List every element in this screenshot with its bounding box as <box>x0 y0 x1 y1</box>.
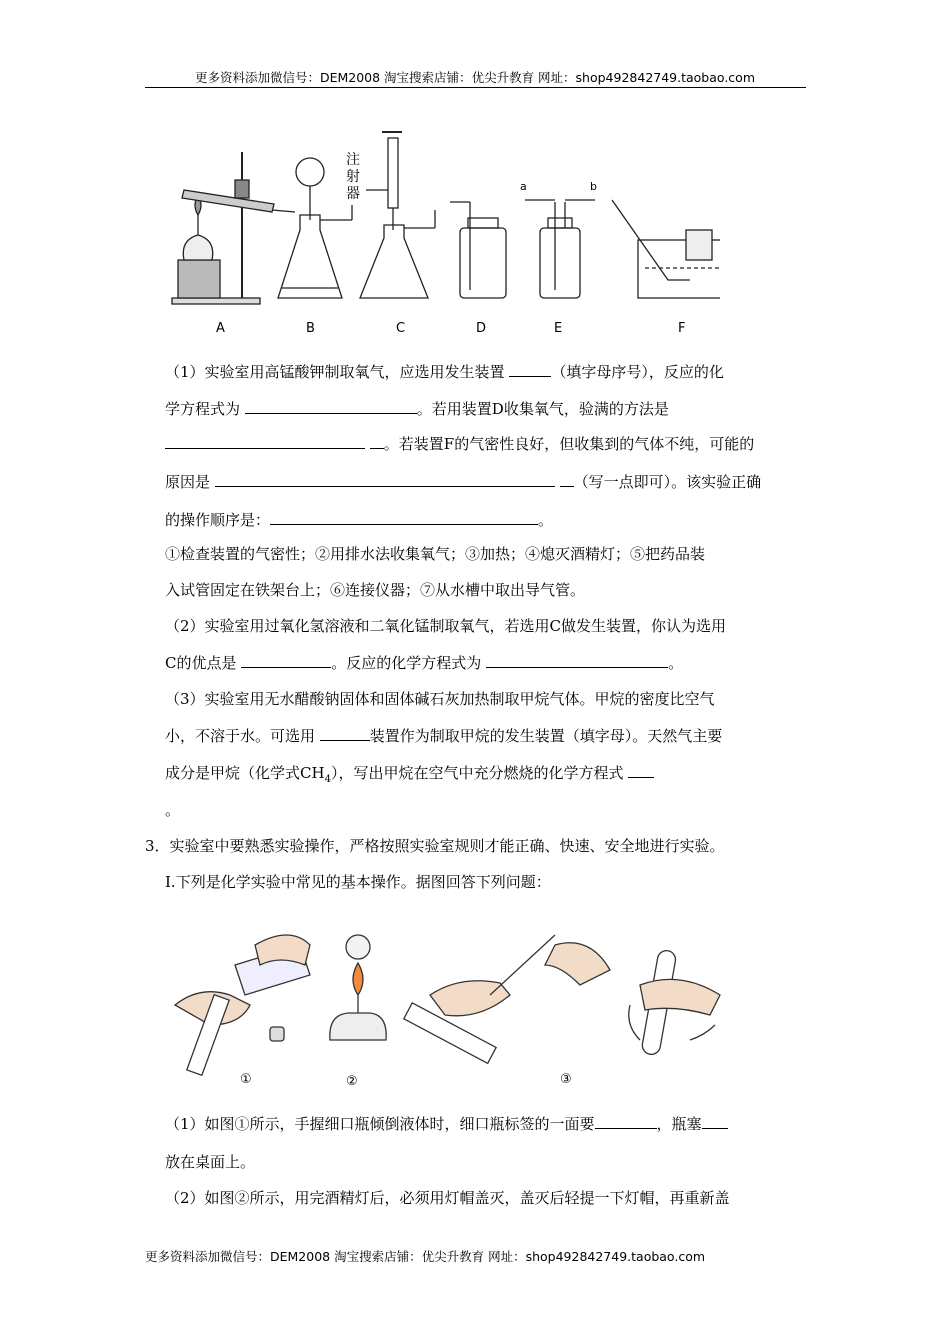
label-E: E <box>554 321 563 336</box>
fig-label-2: ② <box>346 1074 358 1089</box>
port-b-label: b <box>590 180 597 193</box>
q2-p1-line1: （1）实验室用高锰酸钾制取氧气，应选用发生装置 （填字母序号），反应的化 <box>165 363 724 381</box>
q2-p1-line3: 。若装置F的气密性良好，但收集到的气体不纯，可能的 <box>165 434 807 454</box>
q3-title: 3．实验室中要熟悉实验操作，严格按照实验室规则才能正确、快速、安全地进行实验。 <box>145 837 725 855</box>
page-footer: 更多资料添加微信号：DEM2008 淘宝搜索店铺：优尖升教育 网址：shop492842749.taobao.com <box>145 1249 706 1264</box>
q2-p3-line2: 小，不溶于水。可选用 装置作为制取甲烷的发生装置（填字母）。天然气主要 <box>165 727 723 745</box>
q2-p3-line4: 。 <box>165 801 181 819</box>
label-F: F <box>678 321 686 336</box>
header-divider <box>145 87 806 88</box>
fig-label-1: ① <box>240 1072 252 1087</box>
q2-p1-line5: 的操作顺序是： 。 <box>165 511 554 529</box>
q2-steps-line1: ①检查装置的气密性；②用排水法收集氧气；③加热；④熄灭酒精灯；⑤把药品装 <box>165 545 706 563</box>
q2-p3-line3: 成分是甲烷（化学式$CH_4$），写出甲烷在空气中充分燃烧的化学方程式 <box>165 763 807 790</box>
q2-p3-line1: （3）实验室用无水醋酸钠固体和固体碱石灰加热制取甲烷气体。甲烷的密度比空气 <box>165 690 715 708</box>
operations-figure <box>160 925 740 1095</box>
apparatus-figure <box>160 120 720 345</box>
fig-label-3: ③ <box>560 1072 572 1087</box>
q3-subtitle: I.下列是化学实验中常见的基本操作。据图回答下列问题： <box>165 873 551 891</box>
q2-steps-line2: 入试管固定在铁架台上；⑥连接仪器；⑦从水槽中取出导气管。 <box>165 581 586 599</box>
q2-p1-line4: 原因是 （写一点即可）。该实验正确 <box>165 473 762 491</box>
page-header: 更多资料添加微信号：DEM2008 淘宝搜索店铺：优尖升教育 网址：shop492842749.taobao.com <box>194 70 756 85</box>
port-a-label: a <box>520 180 527 193</box>
q2-p1-line2: 学方程式为 。若用装置D收集氧气，验满的方法是 <box>165 400 669 418</box>
q2-p2-line2: C的优点是 。反应的化学方程式为 。 <box>165 654 684 672</box>
q3-p2-line1: （2）如图②所示，用完酒精灯后，必须用灯帽盖灭，盖灭后轻提一下灯帽，再重新盖 <box>165 1189 730 1207</box>
label-C: C <box>396 321 406 336</box>
label-B: B <box>306 321 315 336</box>
q2-p2-line1: （2）实验室用过氧化氢溶液和二氧化锰制取氧气，若选用C做发生装置，你认为选用 <box>165 617 727 635</box>
syringe-label: 注射器 <box>346 152 360 202</box>
label-D: D <box>476 321 487 336</box>
label-A: A <box>216 321 225 336</box>
q3-p1-line2: 放在桌面上。 <box>165 1153 256 1171</box>
q3-p1-line1: （1）如图①所示，手握细口瓶倾倒液体时，细口瓶标签的一面要 ，瓶塞 <box>165 1114 807 1134</box>
